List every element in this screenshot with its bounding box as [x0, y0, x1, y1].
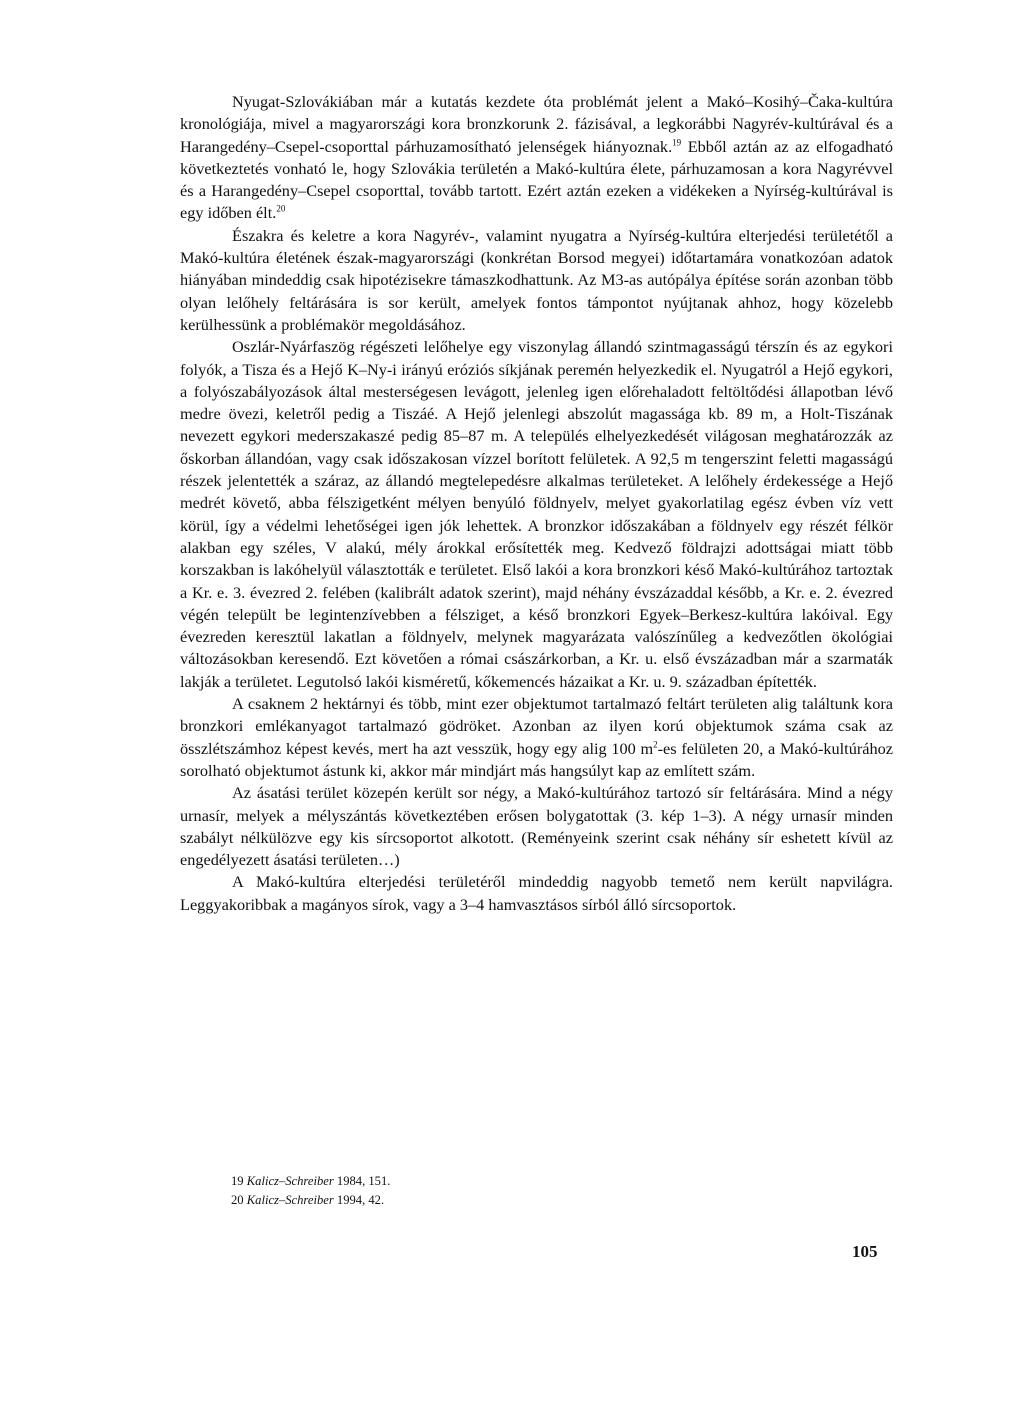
page-number: 105	[852, 1242, 878, 1261]
footnote-author: Kalicz–Schreiber	[246, 1193, 334, 1207]
paragraph-1-text: Nyugat-Szlovákiában már a kutatás kezdete óta problémát jelent a Makó–Kosihý–Čaka-kultúra kronológiája, mivel a magyarországi kora bronzkorunk 2. fázisával, a legkorábbi Nagyrév-kultúrával és a Harangedény–Csepel-csoporttal párhuzamosítható jelenségek hiányoznak.	[180, 92, 893, 156]
paragraph-1-continuation: Ebből aztán az az elfogadható következtetés vonható le, hogy Szlovákia területén a Makó-kultúra élete, párhuzamosan a kora Nagyrévvel és a Harangedény–Csepel csoporttal, tovább tartott. Ezért aztán ezeken a vidékeken a Nyírség-kultúrával is egy időben élt.	[180, 136, 893, 223]
footnote-20	[231, 1191, 390, 1210]
main-text	[180, 91, 893, 916]
footnote-number: 20	[231, 1193, 244, 1207]
footnote-citation: 1984, 151.	[336, 1174, 391, 1188]
footnote-ref-19[interactable]: 19	[672, 137, 682, 148]
footnote-ref-20[interactable]: 20	[276, 204, 286, 215]
footnotes	[231, 1172, 390, 1210]
superscript-2: 2	[653, 739, 658, 750]
paragraph-1	[180, 91, 893, 225]
paragraph-3: Oszlár-Nyárfaszög régészeti lelőhelye egy viszonylag állandó szintmagasságú térszín és az egykori folyók, a Tisza és a Hejő K–Ny-i irányú eróziós síkjának peremén helyezkedik el. Nyugatról a Hejő egykori, a folyószabályozások által mesterségesen levágott, jelenleg igen előrehaladott feltöltődési állapotban lévő medre övezi, keletről pedig a Tiszáé. A Hejő jelenlegi abszolút magassága kb. 89 m, a Holt-Tiszának nevezett egykori mederszakaszé pedig 85–87 m. A település elhelyezkedését világosan meghatározzák az őskorban állandóan, vagy csak időszakosan vízzel borított felületek. A 92,5 m tengerszint feletti magasságú részek jelentették a száraz, az állandó megtelepedésre alkalmas területeket. A lelőhely érdekessége a Hejő medrét követő, abba félszigetként mélyen benyúló földnyelv, melyet gyakorlatilag egész évben víz vett körül, így a védelmi lehetőségei igen jók lehettek. A bronzkor időszakában a földnyelv egy részét félkör alakban egy széles, V alakú, mély árokkal erősítették meg. Kedvező földrajzi adottságai miatt több korszakban is lakóhelyül választották e területet. Első lakói a kora bronzkori késő Makó-kultúrához tartoztak a Kr. e. 3. évezred 2. felében (kalibrált adatok szerint), majd néhány évszázaddal később, a Kr. e. 2. évezred végén települt be legintenzívebben a félsziget, a késő bronzkori Egyek–Berkesz-kultúra lakóival. Egy évezreden keresztül lakatlan a földnyelv, melynek magyarázata valószínűleg a kedvezőtlen ökológiai változásokban keresendő. Ezt követően a római császárkorban, a Kr. u. első évszázadban már a szarmaták lakják a területet. Legutolsó lakói kisméretű, kőkemencés házaikat a Kr. u. 9. században építették.	[180, 337, 893, 691]
footnote-number: 19	[231, 1174, 244, 1188]
paragraph-2: Északra és keletre a kora Nagyrév-, valamint nyugatra a Nyírség-kultúra elterjedési területétől a Makó-kultúra életének észak-magyarországi (konkrétan Borsod megyei) időtartamára vonatkozóan adatok hiányában mindeddig csak hipotézisekre támaszkodhattunk. Az M3-as autópálya építése során azonban több olyan lelőhely feltárására is sor került, amelyek fontos támpontot nyújtanak ahhoz, hogy közelebb kerülhessünk a problémakör megoldásához.	[180, 225, 893, 334]
paragraph-5: Az ásatási terület közepén került sor négy, a Makó-kultúrához tartozó sír feltárására. Mind a négy urnasír, melyek a mélyszántás következtében erősen bolygatottak (3. kép 1–3). A négy urnasír minden szabályt nélkülözve egy kis sírcsoportot alkotott. (Reményeink szerint csak néhány sír eshetett kívül az engedélyezett ásatási területen…)	[180, 783, 893, 870]
paragraph-4	[180, 693, 893, 782]
paragraph-6: A Makó-kultúra elterjedési területéről mindeddig nagyobb temető nem került napvilágra. Leggyakoribbak a magányos sírok, vagy a 3–4 hamvasztásos sírból álló sírcsoportok.	[180, 872, 893, 914]
paragraph-4-text-b: -es felületen 20, a Makó-kultúrához sorolható objektumot ástunk ki, akkor már mindjárt más hangsúlyt kap az említett szám.	[180, 738, 893, 780]
footnote-author: Kalicz–Schreiber	[246, 1174, 334, 1188]
footnote-citation: 1994, 42.	[336, 1193, 385, 1207]
footnote-19	[231, 1172, 390, 1191]
paragraph-4-text-a: A csaknem 2 hektárnyi és több, mint ezer objektumot tartalmazó feltárt területen alig találtunk kora bronzkori emlékanyagot tartalmazó gödröket. Azonban az ilyen korú objektumok száma csak az összlétszámhoz képest kevés, mert ha azt vesszük, hogy egy alig 100 m	[180, 694, 893, 758]
